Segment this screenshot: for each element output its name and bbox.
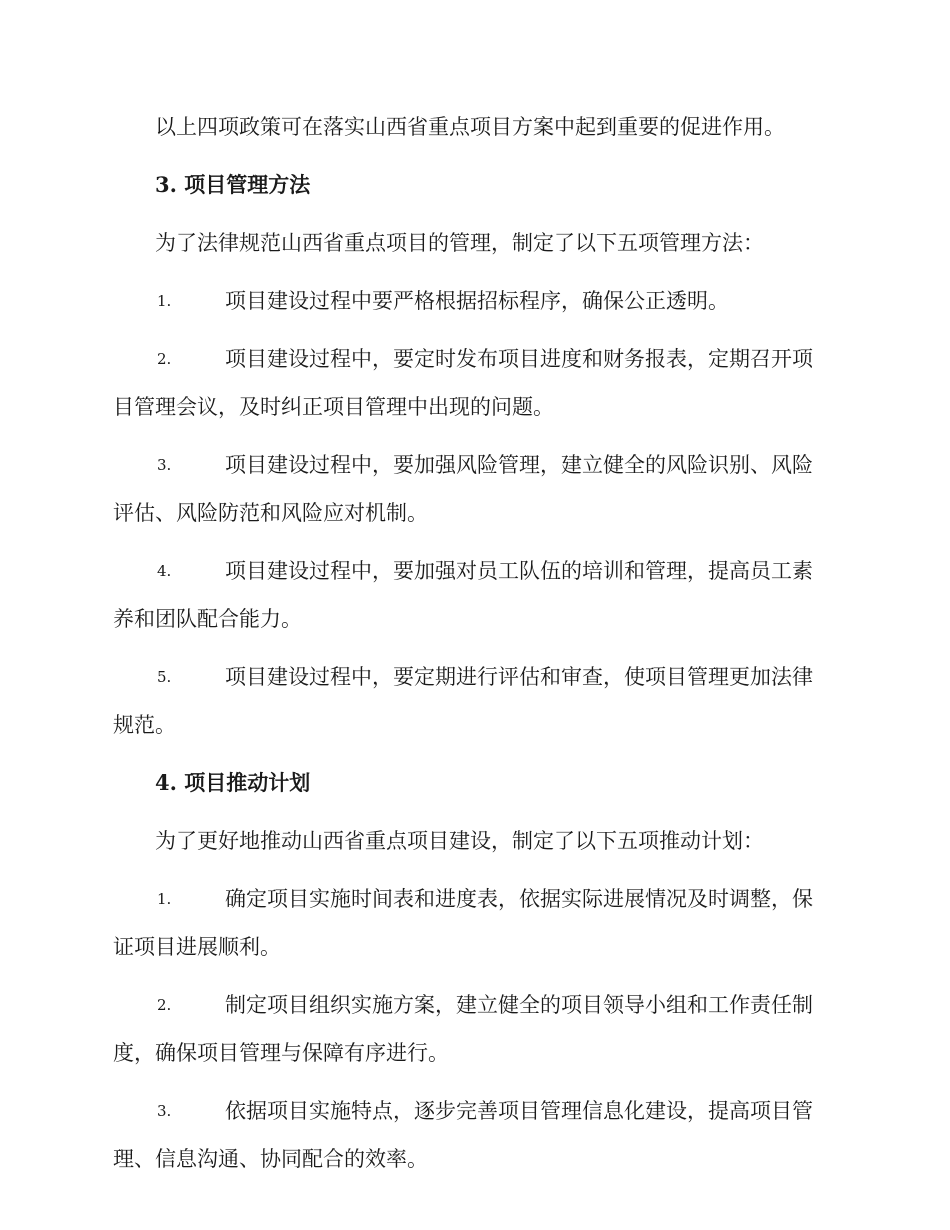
list-number: 2. [157, 996, 172, 1014]
section-heading-promotion: 4. 项目推动计划 [155, 770, 311, 795]
list-item-text: 项目建设过程中，要定时发布项目进度和财务报表，定期召开项目管理会议，及时纠正项目管理中出现的问题。 [113, 347, 813, 419]
section-heading-management: 3. 项目管理方法 [155, 172, 311, 197]
list-number: 1. [157, 292, 172, 310]
intro-paragraph: 以上四项政策可在落实山西省重点项目方案中起到重要的促进作用。 [155, 115, 785, 139]
list-item [113, 547, 833, 643]
list-item-text: 项目建设过程中，要定期进行评估和审查，使项目管理更加法律规范。 [113, 665, 813, 737]
list-item-text: 项目建设过程中，要加强对员工队伍的培训和管理，提高员工素养和团队配合能力。 [113, 559, 813, 631]
list-item-text: 确定项目实施时间表和进度表，依据实际进展情况及时调整，保证项目进展顺利。 [113, 887, 813, 959]
list-item [113, 1087, 833, 1183]
list-number: 3. [157, 456, 172, 474]
list-item [113, 441, 833, 537]
list-number: 2. [157, 350, 172, 368]
list-item-text: 依据项目实施特点，逐步完善项目管理信息化建设，提高项目管理、信息沟通、协同配合的效率。 [113, 1099, 813, 1171]
list-number: 1. [157, 890, 172, 908]
list-item [113, 981, 833, 1077]
document-body [113, 103, 833, 1193]
list-item [113, 875, 833, 971]
list-number: 5. [157, 668, 172, 686]
management-lead-paragraph: 为了法律规范山西省重点项目的管理，制定了以下五项管理方法： [155, 231, 764, 255]
list-number: 3. [157, 1102, 172, 1120]
list-item [113, 653, 833, 749]
list-item-text: 制定项目组织实施方案，建立健全的项目领导小组和工作责任制度，确保项目管理与保障有序进行。 [113, 993, 813, 1065]
list-item [113, 277, 833, 325]
list-item-text: 项目建设过程中要严格根据招标程序，确保公正透明。 [225, 289, 729, 313]
list-item-text: 项目建设过程中，要加强风险管理，建立健全的风险识别、风险评估、风险防范和风险应对机制。 [113, 453, 813, 525]
list-item [113, 335, 833, 431]
list-number: 4. [157, 562, 172, 580]
promotion-lead-paragraph: 为了更好地推动山西省重点项目建设，制定了以下五项推动计划： [155, 829, 764, 853]
